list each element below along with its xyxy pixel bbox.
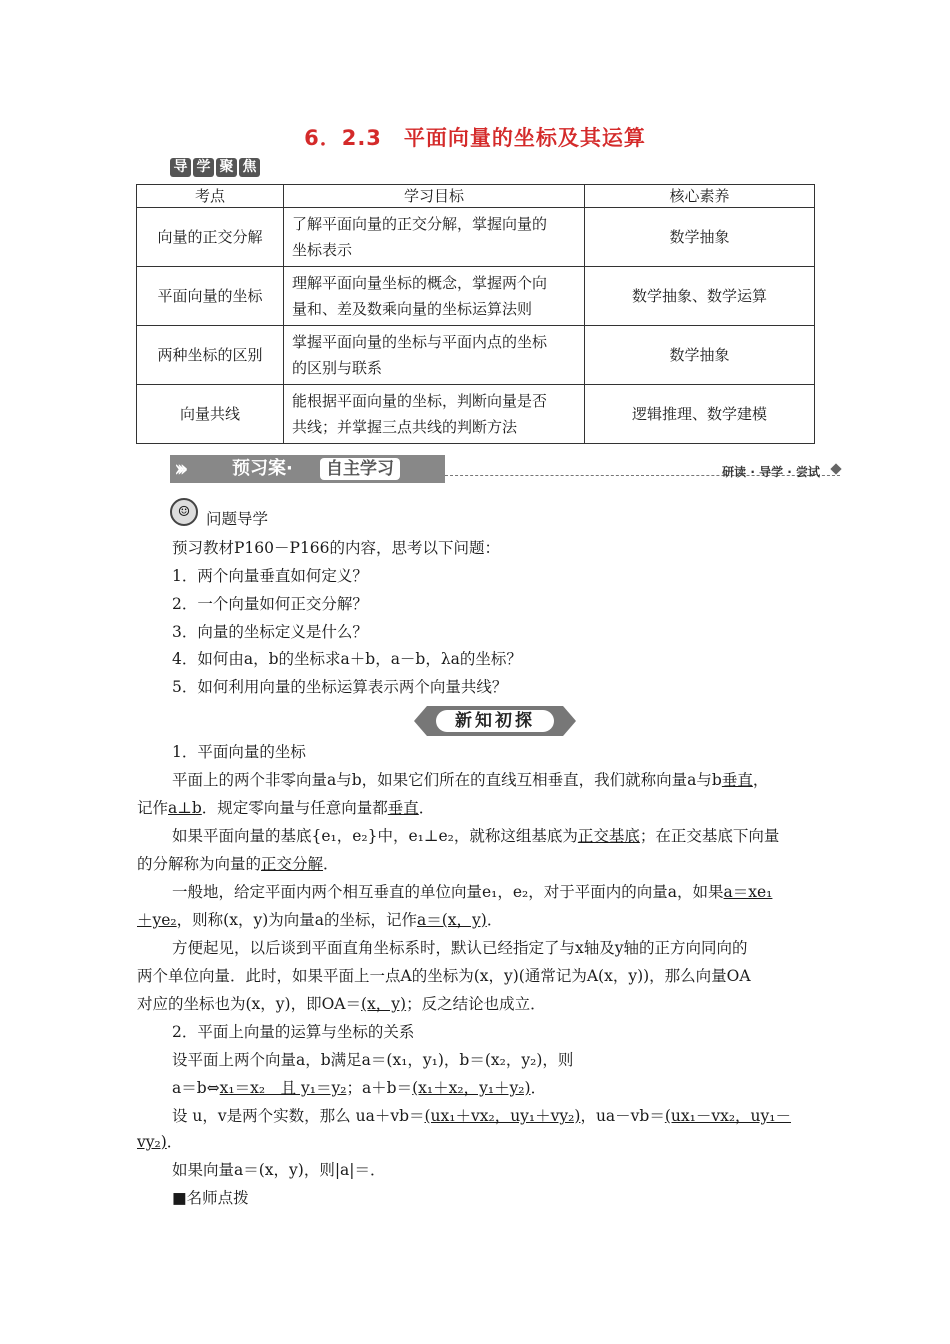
literacy-cell: 逻辑推理、数学建模: [585, 385, 815, 444]
section-header: [414, 706, 576, 736]
section-badge: [170, 158, 260, 177]
goal-line: 了解平面向量的正交分解，掌握向量的: [292, 215, 548, 233]
paragraph-line: 对应的坐标也为(x，y)，即OA＝(x，y)；反之结论也成立．: [137, 995, 546, 1013]
heading: 2．平面上向量的运算与坐标的关系: [172, 1023, 415, 1041]
paragraph-line: 设 u，v是两个实数，那么 ua＋vb＝(ux₁＋vx₂，uy₁＋vy₂)，ua－vb＝(ux₁－vx₂，uy₁－: [172, 1107, 791, 1125]
topic-cell: 向量的正交分解: [137, 208, 284, 267]
paragraph-line: 平面上的两个非零向量a与b，如果它们所在的直线互相垂直，我们就称向量a与b垂直，: [172, 771, 769, 789]
tip-heading: ■名师点拨: [172, 1189, 249, 1207]
question-item: 3．向量的坐标定义是什么？: [172, 623, 368, 641]
column-header: 学习目标: [284, 185, 585, 208]
paragraph-line: 如果向量a＝(x，y)，则|a|＝．: [172, 1161, 386, 1179]
column-header: 核心素养: [585, 185, 815, 208]
topic-cell: 两种坐标的区别: [137, 326, 284, 385]
goal-line: 理解平面向量坐标的概念，掌握两个向: [292, 274, 548, 292]
paragraph-line: 方便起见，以后谈到平面直角坐标系时，默认已经指定了与x轴及y轴的正方向同向的: [172, 939, 748, 957]
banner-right-label: 自主学习: [320, 458, 400, 480]
paragraph-line: 如果平面向量的基底{e₁，e₂}中，e₁⊥e₂，就称这组基底为正交基底；在正交基底下向量: [172, 827, 780, 845]
table-row: [137, 267, 815, 326]
goal-cell: [284, 208, 585, 267]
section-header-label: 新知初探: [436, 710, 554, 732]
literacy-cell: 数学抽象: [585, 326, 815, 385]
literacy-cell: 数学抽象: [585, 208, 815, 267]
paragraph-line: vy₂)．: [137, 1133, 183, 1151]
badge-char: 焦: [239, 158, 260, 177]
paragraph-line: 的分解称为向量的正交分解．: [137, 855, 339, 873]
question-item: 1．两个向量垂直如何定义？: [172, 567, 368, 585]
paragraph-line: a＝b⇔x₁＝x₂ 且 y₁＝y₂；a＋b＝(x₁＋x₂，y₁＋y₂)．: [172, 1079, 547, 1097]
column-header: 考点: [137, 185, 284, 208]
table-header-row: [137, 185, 815, 208]
paragraph-line: 设平面上两个向量a，b满足a＝(x₁，y₁)，b＝(x₂，y₂)，则: [172, 1051, 574, 1069]
paragraph-line: 记作a⊥b．规定零向量与任意向量都垂直．: [137, 799, 435, 817]
paragraph-line: ＋ye₂，则称(x，y)为向量a的坐标，记作a＝(x，y)．: [137, 911, 503, 929]
table-row: [137, 385, 815, 444]
goal-line: 量和、差及数乘向量的坐标运算法则: [292, 300, 533, 318]
badge-char: 聚: [216, 158, 237, 177]
goal-cell: [284, 326, 585, 385]
question-item: 5．如何利用向量的坐标运算表示两个向量共线？: [172, 678, 508, 696]
learning-goals-table: [136, 184, 815, 444]
topic-cell: 平面向量的坐标: [137, 267, 284, 326]
badge-char: 导: [170, 158, 191, 177]
banner-left-label: 预习案·: [232, 458, 293, 479]
goal-line: 能根据平面向量的坐标，判断向量是否: [292, 392, 548, 410]
question-item: 4．如何由a，b的坐标求a＋b，a－b，λa的坐标？: [172, 650, 522, 668]
preview-heading: 问题导学: [206, 510, 269, 528]
literacy-cell: 数学抽象、数学运算: [585, 267, 815, 326]
topic-cell: 向量共线: [137, 385, 284, 444]
diamond-icon: [830, 463, 841, 474]
goal-line: 坐标表示: [292, 241, 353, 259]
heading: 1．平面向量的坐标: [172, 743, 306, 761]
chevron-right-icon: ›››: [174, 456, 183, 482]
paragraph-line: 两个单位向量．此时，如果平面上一点A的坐标为(x，y)(通常记为A(x，y))，那么向量OA: [137, 967, 751, 985]
banner-background: [170, 455, 445, 483]
badge-char: 学: [193, 158, 214, 177]
goal-line: 掌握平面向量的坐标与平面内点的坐标: [292, 333, 548, 351]
question-item: 2．一个向量如何正交分解？: [172, 595, 368, 613]
page-title: 6．2.3 平面向量的坐标及其运算: [304, 126, 646, 150]
table-row: [137, 208, 815, 267]
paragraph-line: 一般地，给定平面内两个相互垂直的单位向量e₁，e₂，对于平面内的向量a，如果a＝xe₁: [172, 883, 773, 901]
table-row: [137, 326, 815, 385]
goal-line: 的区别与联系: [292, 359, 383, 377]
goal-cell: [284, 385, 585, 444]
smiley-icon: ☺: [170, 498, 198, 526]
banner-tail: 研读 · 导学 · 尝试: [722, 465, 820, 479]
preview-banner: [170, 455, 840, 483]
goal-cell: [284, 267, 585, 326]
goal-line: 共线；并掌握三点共线的判断方法: [292, 418, 518, 436]
preview-intro: 预习教材P160－P166的内容，思考以下问题：: [172, 539, 501, 557]
